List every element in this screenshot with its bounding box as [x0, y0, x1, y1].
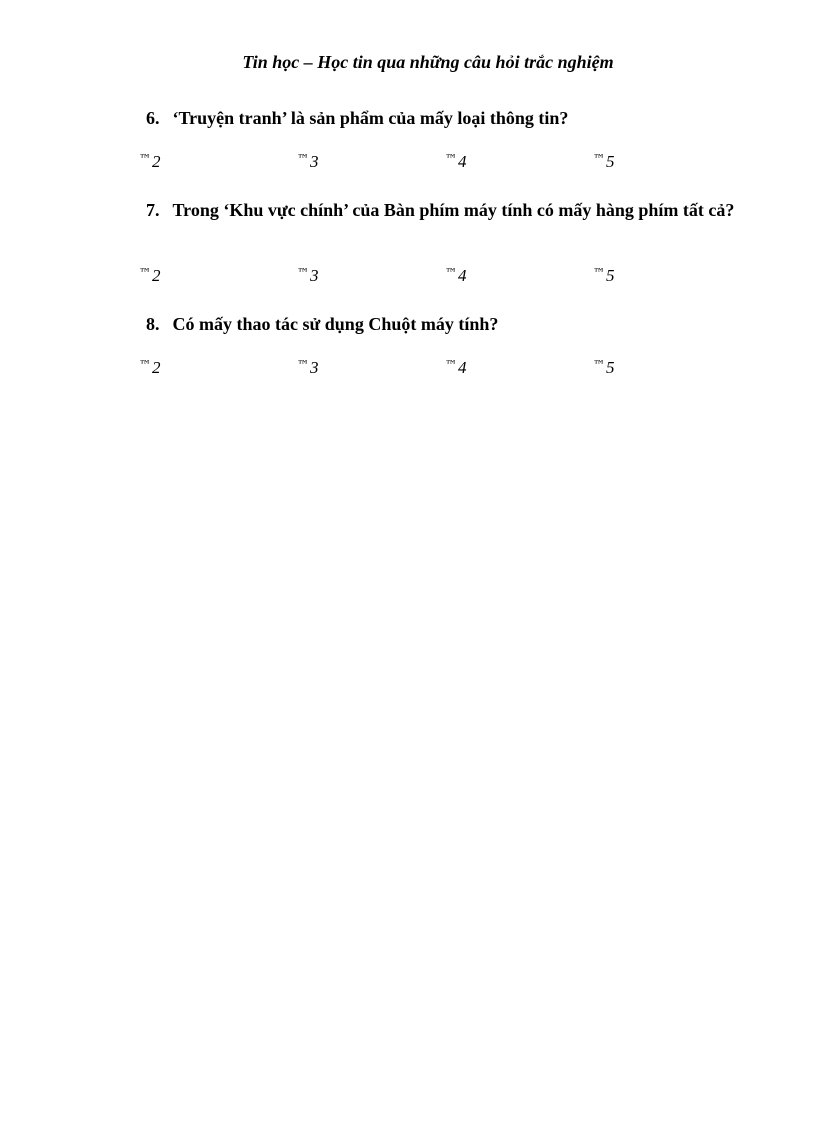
answer-options-8: [0, 358, 816, 382]
option-marker-icon: ™: [445, 152, 457, 166]
answer-option[interactable]: [445, 152, 467, 172]
option-marker-icon: ™: [297, 266, 309, 280]
answer-option[interactable]: [297, 266, 319, 286]
option-value: 4: [458, 266, 467, 285]
answer-option[interactable]: [139, 266, 161, 286]
option-marker-icon: ™: [139, 358, 151, 372]
option-value: 3: [310, 266, 319, 285]
option-value: 2: [152, 358, 161, 377]
question-number: 7.: [146, 200, 160, 220]
option-marker-icon: ™: [445, 266, 457, 280]
answer-option[interactable]: [445, 266, 467, 286]
page-title: Tin học – Học tin qua những câu hỏi trắc nghiệm: [242, 52, 614, 72]
question-8: [146, 312, 746, 336]
option-value: 5: [606, 152, 615, 171]
option-value: 4: [458, 358, 467, 377]
question-6: [146, 106, 746, 130]
answer-option[interactable]: [297, 152, 319, 172]
option-marker-icon: ™: [593, 152, 605, 166]
question-number: 8.: [146, 314, 160, 334]
option-marker-icon: ™: [139, 152, 151, 166]
question-text: Trong ‘Khu vực chính’ của Bàn phím máy tính có mấy hàng phím tất cả?: [172, 200, 735, 220]
option-marker-icon: ™: [297, 152, 309, 166]
answer-option[interactable]: [593, 266, 615, 286]
option-value: 3: [310, 152, 319, 171]
question-text: ‘Truyện tranh’ là sản phẩm của mấy loại thông tin?: [172, 108, 569, 128]
answer-option[interactable]: [445, 358, 467, 378]
option-marker-icon: ™: [593, 358, 605, 372]
question-text: Có mấy thao tác sử dụng Chuột máy tính?: [172, 314, 499, 334]
option-value: 5: [606, 358, 615, 377]
question-number: 6.: [146, 108, 160, 128]
option-value: 4: [458, 152, 467, 171]
option-marker-icon: ™: [445, 358, 457, 372]
option-value: 3: [310, 358, 319, 377]
answer-options-6: [0, 152, 816, 176]
option-marker-icon: ™: [139, 266, 151, 280]
option-value: 2: [152, 152, 161, 171]
answer-option[interactable]: [139, 152, 161, 172]
answer-options-7: [0, 266, 816, 290]
option-marker-icon: ™: [593, 266, 605, 280]
answer-option[interactable]: [139, 358, 161, 378]
answer-option[interactable]: [297, 358, 319, 378]
answer-option[interactable]: [593, 358, 615, 378]
option-value: 2: [152, 266, 161, 285]
question-7: [146, 198, 746, 222]
option-value: 5: [606, 266, 615, 285]
option-marker-icon: ™: [297, 358, 309, 372]
answer-option[interactable]: [593, 152, 615, 172]
